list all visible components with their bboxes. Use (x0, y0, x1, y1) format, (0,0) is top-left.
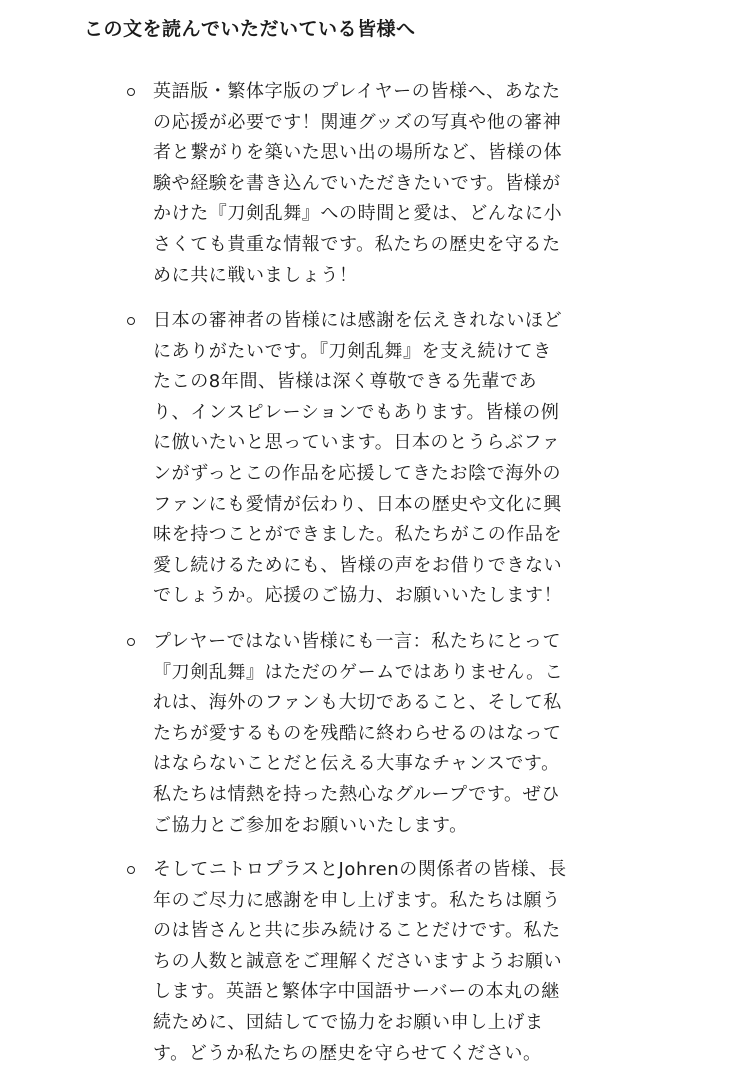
list-item-text: 英語版・繁体字版のプレイヤーの皆様へ、あなた の応援が必要です！関連グッズの写真や他の審神 者と繋がりを築いた思い出の場所など、皆様の体 験や経験を書き込んでいただきたいです。皆様が かけた『刀剣乱舞』への時間と愛は、どんなに小 さくても貴重な情報です。私たちの歴史を守るた めに共に戦いましょう！ (153, 81, 563, 286)
hollow-circle-bullet-icon (127, 866, 135, 874)
list-item-text: 日本の審神者の皆様には感謝を伝えきれないほど にありがたいです。『刀剣乱舞』を支え続けてき たこの8年間、皆様は深く尊敬できる先輩であ り、インスピレーションでもあります。皆様の例 に倣いたいと思っています。日本のとうらぶファ ンがずっとこの作品を応援してきたお陰で海外の ファンにも愛情が伝わり、日本の歴史や文化に興 味を持つことができました。私たちがこの作品を 愛し続けるためにも、皆様の声をお借りできない でしょうか。応援のご協力、お願いいたします！ (153, 310, 563, 607)
hollow-circle-bullet-icon (127, 317, 135, 325)
hollow-circle-bullet-icon (127, 88, 135, 96)
list-item-text: プレヤーではない皆様にも一言：私たちにとって 『刀剣乱舞』はただのゲームではありません。こ れは、海外のファンも大切であること、そして私 たちが愛するものを残酷に終わらせるのはなって はならないことだと伝える大事なチャンスです。 私たちは情熱を持った熱心なグループです。ぜひ ご協力とご参加をお願いいたします。 (153, 631, 564, 836)
hollow-circle-bullet-icon (127, 638, 135, 646)
list-item-text: そしてニトロプラスとJohrenの関係者の皆様、長 年のご尽力に感謝を申し上げます。私たちは願う のは皆さんと共に歩み続けることだけです。私た ちの人数と誠意をご理解くださいますようお願い します。英語と繁体字中国語サーバーの本丸の継 続ために、団結してで協力をお願い申し上げま す。どうか私たちの歴史を守らせてください。 (153, 859, 567, 1064)
document-heading: この文を読んでいただいている皆様へ (84, 18, 416, 40)
document-page (60, 0, 690, 1076)
